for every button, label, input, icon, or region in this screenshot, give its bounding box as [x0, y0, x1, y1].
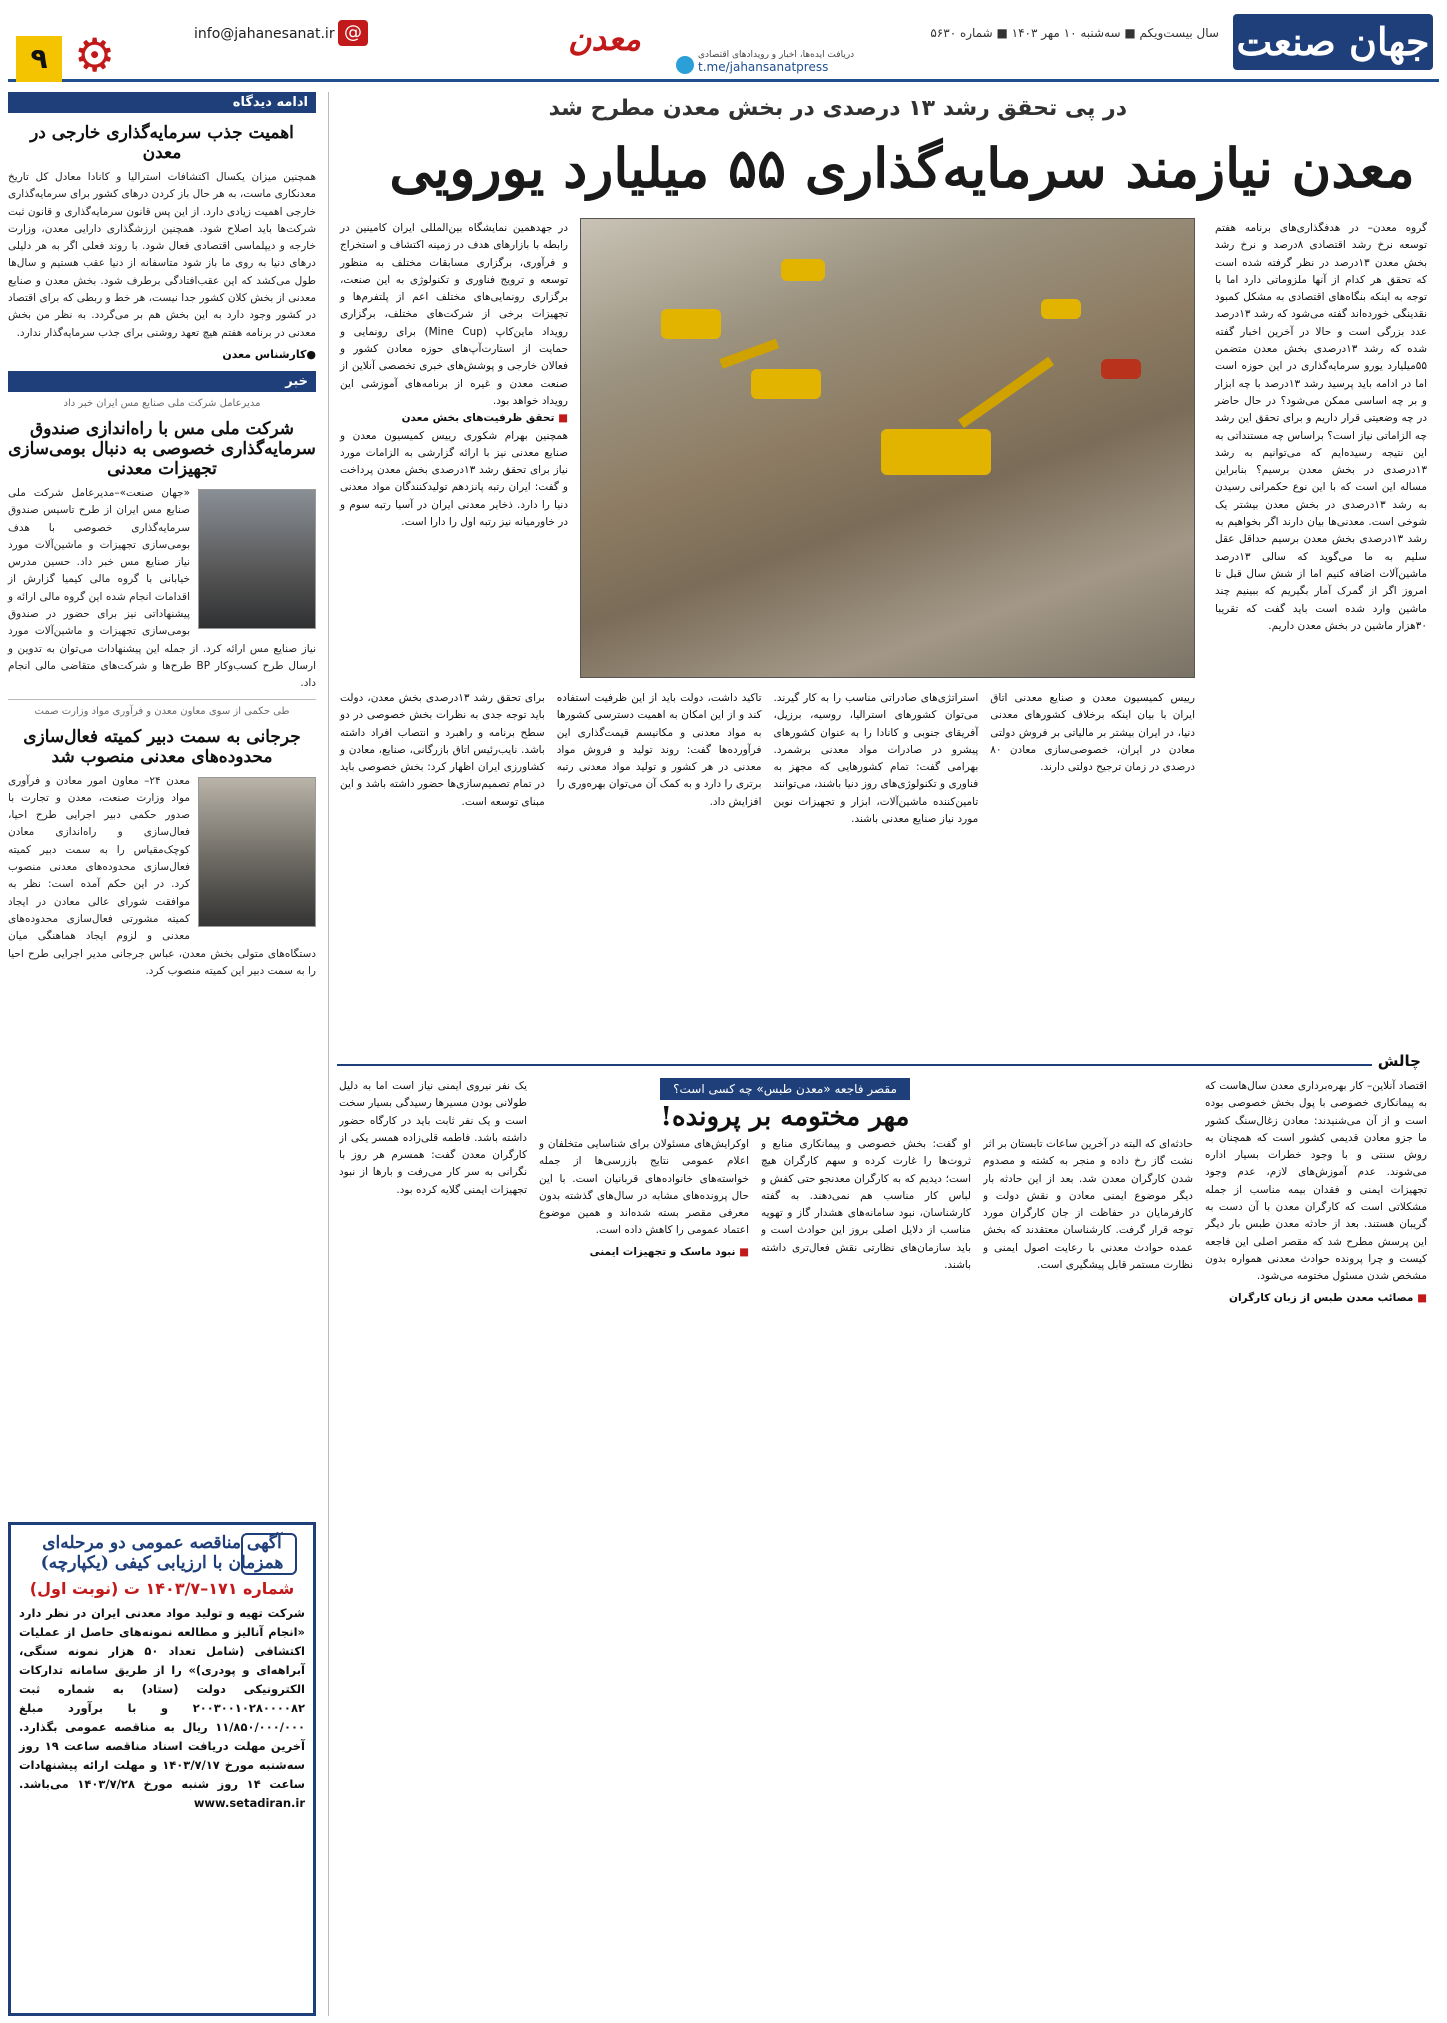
excavator-icon	[751, 369, 821, 399]
gear-icon: ⚙	[74, 28, 116, 82]
sidebar-headline[interactable]: اهمیت جذب سرمایه‌گذاری خارجی در معدن	[30, 123, 294, 163]
excavator-arm	[958, 357, 1054, 428]
mine-excavators-photo	[580, 218, 1195, 678]
ad-title: آگهی مناقصه عمومی دو مرحله‌ای همزمان با ارزیابی کیفی (یکپارچه)	[40, 1533, 284, 1573]
sidebar-subhead: طی حکمی از سوی معاون معدن و فرآوری مواد وزارت صمت	[8, 699, 316, 717]
feature-divider	[337, 1052, 1427, 1070]
section-title: معدن	[568, 20, 641, 58]
page-number: ۹	[16, 36, 62, 82]
official-portrait-photo	[198, 489, 316, 629]
sidebar-article-text: «جهان صنعت»–مدیرعامل شرکت ملی صنایع مس ایران از طرح تاسیس صندوق سرمایه‌گذاری خصوصی با هدف بومی‌سازی تجهیزات و ماشین‌آلات مورد نیاز صنایع مس خبر داد. حسین مدرس خیابانی با گروه مالی کیمیا گزارش از اقدامات انجام شده این گروه مالی ارائه و پیشنهاداتی نیز برای حضور در صندوق بومی‌سازی تجهیزات و ماشین‌آلات مورد نیاز صنایع مس ارائه کرد. از جمله این پیشنهادات می‌توان به تدوین و ارسال طرح کسب‌وکار BP طرح‌ها و شرکت‌های متقاضی مالی انجام داد.	[8, 486, 316, 690]
newspaper-logo[interactable]: جهان صنعت	[1233, 14, 1433, 70]
headline-kicker: در پی تحقق رشد ۱۳ درصدی در بخش معدن مطرح شد	[548, 96, 1127, 121]
telegram-url[interactable]: t.me/jahansanatpress	[698, 60, 829, 74]
excavator-icon	[781, 259, 825, 281]
tender-advertisement[interactable]	[8, 1522, 316, 2016]
feature-paragraph: اوکرایش‌های مسئولان برای شناسایی متخلفان و اعلام عمومی نتایج بازرسی‌ها از جمله خواسته‌های خانواده‌های قربانیان است. با این حال پرونده‌های مشابه در سال‌های گذشته بدون معرفی مقصر بسته شده‌اند و همین موضوع اعتماد عمومی را کاهش داده است.	[539, 1138, 749, 1237]
feature-column	[539, 1136, 749, 2008]
sidebar-subhead: مدیرعامل شرکت ملی صنایع مس ایران خبر داد	[63, 397, 261, 409]
article-lower-columns	[340, 690, 1195, 1048]
article-column: استراتژی‌های صادراتی مناسب را به کار گیرند. می‌توان کشورهای استرالیا، روسیه، برزیل، آفریقای جنوبی و کانادا را به عنوان کشورهای پیشرو در صادرات مواد معدنی برشمرد. بهرامی گفت: تمام کشورهایی که مجهز به فناوری و تکنولوژی‌های روز دنیا باشند، می‌توانند تامین‌کننده ماشین‌آلات، ابزار و تجهیزات نوین مورد نیاز صنایع معدنی باشند.	[773, 692, 979, 826]
excavator-icon	[881, 429, 991, 475]
excavator-icon	[1041, 299, 1081, 319]
telegram-link[interactable]	[698, 50, 854, 74]
article-column	[340, 220, 568, 678]
sidebar-headline[interactable]: شرکت ملی مس با راه‌اندازی صندوق سرمایه‌گذاری خصوصی به دنبال بومی‌سازی تجهیزات معدنی	[8, 418, 316, 479]
lead-article-text: گروه معدن– در هدفگذاری‌های برنامه هفتم توسعه نرخ رشد اقتصادی ۸درصد و نرخ رشد بخش معدن ۱۳درصد در نظر گرفته شده است که تحقق هر کدام از آنها ملزوماتی دارد اما با توجه به اینکه بنگاه‌های اقتصادی به مشکل کمبود نقدینگی خورده‌اند گفته می‌شود که رشد ۱۳درصد عدد بزرگی است و حالا در آخرین اخبار گفته شده که رشد ۱۳درصدی بخش معدن متضمن ۵۵میلیارد یورو سرمایه‌گذاری در این حوزه است اما در ادامه باید پرسید رشد ۱۳درصد با چه ابزار و بر چه اساسی ممکن می‌شود؟ در حال حاضر در چه وضعیتی قرار داریم و برای تحقق این رشد چه الزاماتی نیاز است؟ براساس چه مستنداتی به این نتیجه رسیده‌ایم که می‌توانیم به رشد ۱۳درصدی در بخش معدن برسیم؟ بنابراین مساله این است که با این نوع حکمرانی رسیدن به رشد ۱۳درصدی در بخش معدن بیشتر یک شوخی است. معدنی‌ها بیان دارند اگر بخواهیم به رشد ۱۳درصدی بخش معدن برسیم حداقل عقل سلیم به ما می‌گوید که سالی ۱۳درصد ماشین‌آلات اضافه کنیم اما از شش سال قبل تا امروز اگر از گمرک آمار بگیریم که ببینیم چند ماشین وارد شده است باید گفت که تقریبا ۳۰هزار ماشین در بخش معدن داریم.	[1215, 222, 1427, 632]
sidebar-tag: خبر	[8, 371, 316, 392]
sidebar-tag: ادامه دیدگاه	[8, 92, 316, 113]
left-sidebar	[8, 92, 316, 2016]
article-column: تاکید داشت، دولت باید از این ظرفیت استفاده کند و از این امکان به اهمیت دسترسی کشورها به مواد معدنی و مکانیسم قیمت‌گذاری این فرآورده‌ها گفت: روند تولید و فروش مواد معدنی در هر کشور و تولید مواد معدنی رتبه برتری را دارد و به کمک آن می‌توان بهره‌وری را افزایش داد.	[556, 692, 762, 808]
ad-number: شماره ۱۷۱–۱۴۰۳/۷ ت (نوبت اول)	[29, 1579, 295, 1598]
telegram-caption: دریافت ایده‌ها، اخبار و رویدادهای اقتصادی	[698, 50, 855, 60]
excavator-icon	[1101, 359, 1141, 379]
feature-column: او گفت: بخش خصوصی و پیمانکاری منابع و ثروت‌ها را غارت کرده و سهم کارگران هیچ است؛ دیدیم که به کارگران معدنجو حتی کفش و لباس کار مناسب هم نمی‌دهند. به گفته کارشناسان، نبود سامانه‌های هشدار گاز و تهویه مناسب از دلایل اصلی بروز این حوادث است و باید سازمان‌های نظارتی نقش فعال‌تری داشته باشند.	[761, 1138, 971, 1272]
excavator-arm	[719, 339, 779, 369]
feature-paragraph: اقتصاد آنلاین– کار بهره‌برداری معدن سال‌هاست که به پیمانکاری خصوصی با پول بخش خصوصی بوده است و از آن می‌شنیدند: معادن زغال‌سنگ کشور ما جزو معادن قدیمی کشور است که همچنان به روش سنتی و با وجود خطرات بسیار اداره می‌شوند. عدم آموزش‌های لازم، عدم وجود تجهیزات ایمنی و فقدان بیمه مناسب از جمله مشکلاتی است که کارگران معدن با آن دست به گریبان هستند. بعد از حادثه معدن طبس بار دیگر این پرسش مطرح شد که مقصر اصلی این فاجعه کیست و چرا پرونده حوادث معدنی همواره بدون مشخص شدن مسئول مختومه می‌شود.	[1205, 1080, 1427, 1283]
company-logo-icon	[241, 1533, 297, 1575]
article-column: برای تحقق رشد ۱۳درصدی بخش معدن، دولت باید توجه جدی به نظرات بخش خصوصی در دو سطح برنامه و راهبرد و انتصاب افراد داشته باشد. نایب‌رئیس اتاق بازرگانی، صنایع، معادن و کشاورزی ایران اظهار کرد: بخش خصوصی باید در تمام تصمیم‌سازی‌ها حضور داشته باشد و این مبنای توسعه است.	[340, 692, 545, 808]
article-paragraph: همچنین بهرام شکوری رییس کمیسیون معدن و صنایع معدنی نیز با ارائه گزارشی به الزامات مورد نیاز برای تحقق رشد ۱۳درصدی بخش معدن پرداخت و گفت: ایران رتبه پانزدهم تولیدکنندگان مواد معدنی دنیا را دارد. ذخایر معدنی ایران در آسیا رتبه سوم و در خاورمیانه نیز رتبه اول را دارا است.	[340, 429, 568, 529]
sidebar-article-text: معدن ۲۴– معاون امور معادن و فرآوری مواد وزارت صنعت، معدن و تجارت با صدور حکمی دبیر اجرایی طرح احیا، فعال‌سازی و راه‌اندازی معادن کوچک‌مقیاس را به سمت دبیر کمیته فعال‌سازی محدوده‌های معدنی منصوب کرد. در این حکم آمده است: نظر به موافقت شورای عالی معادن در ایجاد کمیته مشورتی فعال‌سازی محدوده‌های معدنی و لزوم ایجاد هماهنگی میان دستگاه‌های متولی بخش معدن، عباس جرجانی مدیر اجرایی طرح احیا را به سمت دبیر این کمیته منصوب کرد.	[8, 774, 316, 977]
main-headline[interactable]: معدن نیازمند سرمایه‌گذاری ۵۵ میلیارد یورویی	[389, 136, 1415, 200]
article-column: رییس کمیسیون معدن و صنایع معدنی اتاق ایران با بیان اینکه برخلاف کشورهای معدنی دنیا، در ایران بیشتر بر مالیاتی بر فروش دولتی معادن در ایران، خصوصی‌سازی معادن ۸۰ درصدی در زمان ترجیح دولتی دارند.	[990, 692, 1195, 774]
feature-column	[1205, 1078, 1427, 2008]
telegram-icon[interactable]	[676, 56, 694, 74]
article-subhead: ■ تحقق ظرفیت‌های بخش معدن	[340, 410, 568, 427]
page-header	[8, 6, 1439, 82]
story-headline[interactable]: مهر مختومه بر پرونده!	[660, 1102, 910, 1132]
excavator-icon	[661, 309, 721, 339]
ad-body: شرکت تهیه و تولید مواد معدنی ایران در نظر دارد «انجام آنالیز و مطالعه نمونه‌های حاصل از عملیات اکتشافی (شامل تعداد ۵۰ هزار نمونه سنگی، آبراهه‌ای و پودری)» را از طریق سامانه تدارکات الکترونیکی دولت (ستاد) به شماره ثبت ۲۰۰۳۰۰۱۰۲۸۰۰۰۰۸۲ و با برآورد مبلغ ۱۱/۸۵۰/۰۰۰/۰۰۰ ریال به مناقصه عمومی بگذارد. آخرین مهلت دریافت اسناد مناقصه ساعت ۱۹ روز سه‌شنبه مورخ ۱۴۰۳/۷/۱۷ و مهلت ارائه پیشنهادات ساعت ۱۴ روز شنبه مورخ ۱۴۰۳/۷/۲۸ می‌باشد. www.setadiran.ir	[19, 1606, 305, 1810]
email-address[interactable]: info@jahanesanat.ir	[194, 26, 335, 42]
feature-subhead: ■ مصائب معدن طبس از زبان کارگران	[1205, 1290, 1427, 1307]
article-paragraph: در جهدهمین نمایشگاه بین‌المللی ایران کامینین در رابطه با بازارهای هدف در زمینه اکتشاف و استخراج و فرآوری، برگزاری مسابقات مختلف به منظور توسعه و ترویج فناوری و تکنولوژی به این صنعت، برگزاری رونمایی‌های مختلف اعم از پلتفرم‌ها و تجهیزات برخی از شرکت‌های مختلف، برگزاری رویداد ماین‌کاپ (Mine Cup) برای رونمایی و حمایت از استارت‌آپ‌های حوزه معادن کشور و فعالان خارجی و پوشش‌های خبری تخصصی آنلاین از صنعت معدن و غیره از برنامه‌های آموزشی این رویداد خواهد بود.	[340, 222, 568, 407]
official-portrait-photo	[198, 777, 316, 927]
feature-subhead: ■ نبود ماسک و تجهیزات ایمنی	[539, 1244, 749, 1261]
issue-line: سال بیست‌ویکم ■ سه‌شنبه ۱۰ مهر ۱۴۰۳ ■ شماره ۵۶۳۰	[930, 26, 1219, 40]
feature-column: حادثه‌ای که البته در آخرین ساعات تابستان بر اثر نشت گاز رخ داده و منجر به کشته و مصدوم شدن کارگران معدن شد. بعد از این حادثه بار دیگر موضوع ایمنی معادن و نقش دولت و کارفرمایان در حفاظت از جان کارگران مورد توجه قرار گرفت. کارشناسان معتقدند که بخش عمده حوادث معدنی با رعایت اصول ایمنی و نظارت مستمر قابل پیشگیری است.	[983, 1138, 1193, 1272]
sidebar-article-text: همچنین میزان یکسال اکتشافات استرالیا و کانادا معادل کل تاریخ معدنکاری ماست، به هر حال باز کردن درهای کشور برای سرمایه‌گذاری خارجی اهمیت زیادی دارد. از این پس قانون سرمایه‌گذاری و قانون ثبت شرکت‌ها باید اصلاح شود. همچنین ارزشگذاری دارایی معدن، وزارت خارجه و دیپلماسی اقتصادی فعال شود. با روند فعلی اگر به هر دلیلی درهای دنیا به روی ما باز شود متاسفانه از دنیا عقب هستیم و سال‌ها طول می‌کشد که این عقب‌افتادگی برطرف شود. بخش معدن و صنایع معدنی از بخش کلان کشور جدا نیست، هر خط و ربطی که برای اقتصاد در کشور وجود دارد به این بخش هم بر می‌گردد. به نظر من بخش معدنی در برنامه هفتم هیچ تعهد روشنی برای جذب سرمایه‌گذار ندارد.	[8, 171, 316, 339]
story-kicker: مقصر فاجعه «معدن طبس» چه کسی است؟	[660, 1078, 910, 1100]
mail-icon: @	[338, 20, 368, 46]
sidebar-headline[interactable]: جرجانی به سمت دبیر کمیته فعال‌سازی محدوده‌های معدنی منصوب شد	[23, 726, 301, 767]
column-divider	[328, 92, 329, 2016]
author-byline: ●کارشناس معدن	[222, 347, 316, 361]
feature-column: یک نفر نیروی ایمنی نیاز است اما به دلیل طولانی بودن مسیرها رسیدگی بسیار سخت است و یک نفر ثابت باید در کارگاه حضور داشته باشد. فاطمه قلی‌زاده همسر یکی از کارگران معدن گفت: همسرم هر روز با نگرانی به سر کار می‌رفت و بارها از نبود تجهیزات ایمنی گلایه کرده بود.	[339, 1080, 527, 1196]
feature-section-tag: چالش	[1372, 1052, 1427, 1070]
